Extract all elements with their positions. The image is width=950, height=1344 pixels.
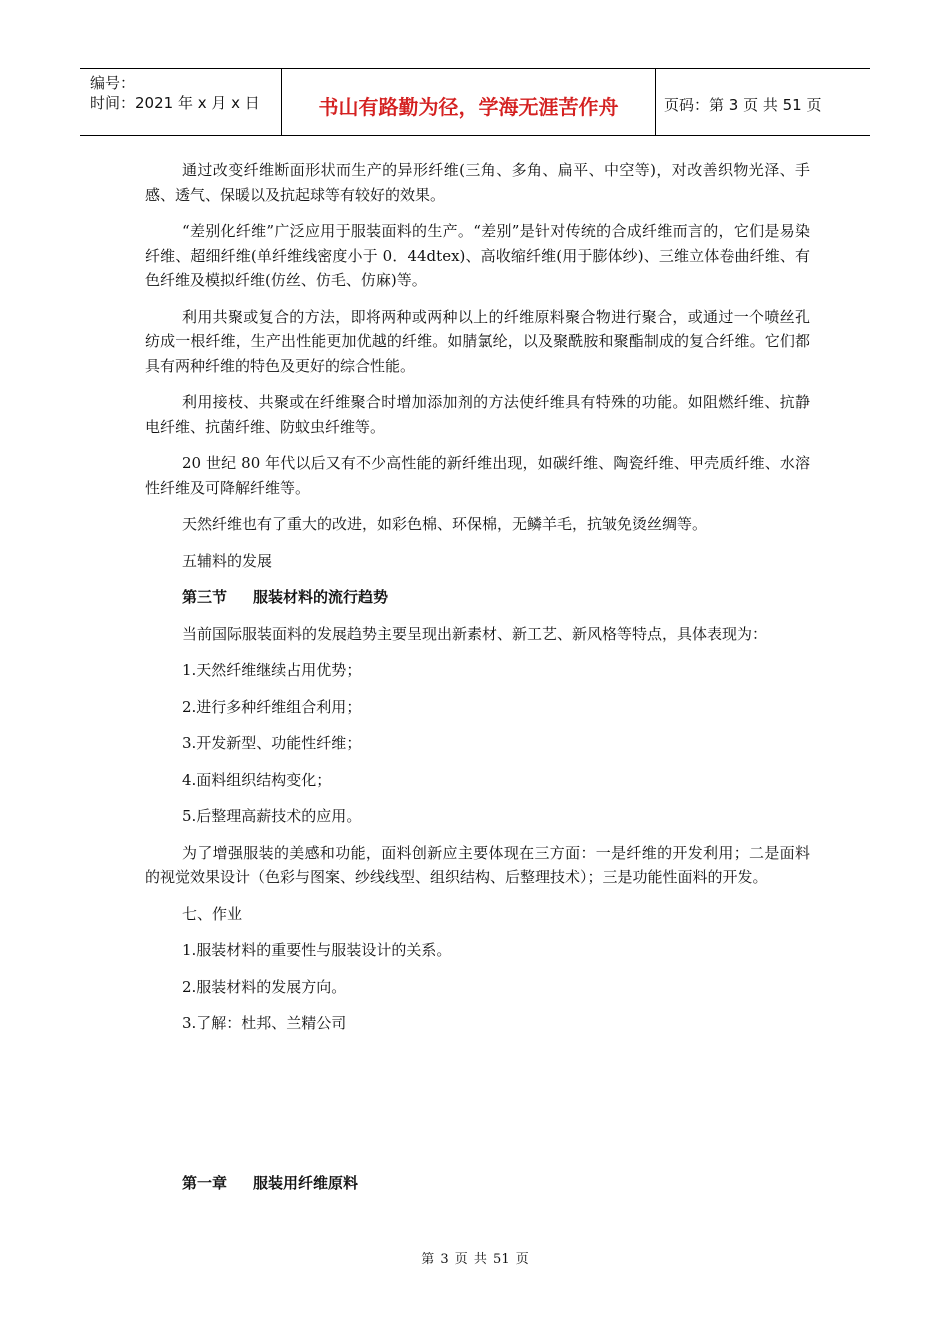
page-header bbox=[80, 68, 870, 136]
paragraph: 利用共聚或复合的方法，即将两种或两种以上的纤维原料聚合物进行聚合，或通过一个喷丝孔纺成一根纤维，生产出性能更加优越的纤维。如腈氯纶，以及聚酰胺和聚酯制成的复合纤维。它们都具有两种纤维的特色及更好的综合性能。 bbox=[145, 307, 810, 375]
list-item: 2.服装材料的发展方向。 bbox=[182, 977, 347, 996]
header-time: 时间：2021 年 x 月 x 日 bbox=[90, 94, 260, 112]
chapter-heading bbox=[182, 1172, 358, 1193]
homework-title: 七、作业 bbox=[182, 904, 243, 923]
header-number: 编号： bbox=[90, 74, 136, 92]
header-page-number: 页码：第 3 页 共 51 页 bbox=[664, 95, 822, 114]
list-item: 2.进行多种纤维组合利用； bbox=[182, 697, 362, 716]
document-body bbox=[145, 158, 810, 1048]
subsection-label: 五辅料的发展 bbox=[182, 551, 273, 570]
paragraph: 通过改变纤维断面形状而生产的异形纤维(三角、多角、扁平、中空等)，对改善织物光泽、手感、透气、保暖以及抗起球等有较好的效果。 bbox=[145, 161, 810, 204]
header-meta bbox=[80, 69, 282, 135]
header-motto: 书山有路勤为径，学海无涯苦作舟 bbox=[282, 69, 656, 135]
page-footer: 第 3 页 共 51 页 bbox=[421, 1252, 529, 1267]
paragraph: 当前国际服装面料的发展趋势主要呈现出新素材、新工艺、新风格等特点，具体表现为： bbox=[182, 624, 768, 643]
list-item: 4.面料组织结构变化； bbox=[182, 770, 332, 789]
list-item: 5.后整理高薪技术的应用。 bbox=[182, 807, 362, 825]
section-title: 服装材料的流行趋势 bbox=[253, 588, 389, 606]
paragraph: “差别化纤维”广泛应用于服装面料的生产。“差别”是针对传统的合成纤维而言的，它们是易染纤维、超细纤维(单纤维线密度小于 0．44dtex)、高收缩纤维(用于膨体纱)、三维立体卷曲纤维、有色纤维及模拟纤维(仿丝、仿毛、仿麻)等。 bbox=[145, 222, 810, 289]
paragraph: 20 世纪 80 年代以后又有不少高性能的新纤维出现，如碳纤维、陶瓷纤维、甲壳质纤维、水溶性纤维及可降解纤维等。 bbox=[145, 454, 810, 497]
list-item: 1.服装材料的重要性与服装设计的关系。 bbox=[182, 941, 452, 959]
paragraph: 利用接枝、共聚或在纤维聚合时增加添加剂的方法使纤维具有特殊的功能。如阻燃纤维、抗静电纤维、抗菌纤维、防蚊虫纤维等。 bbox=[145, 393, 810, 436]
list-item: 3.了解：杜邦、兰精公司 bbox=[182, 1014, 347, 1032]
list-item: 3.开发新型、功能性纤维； bbox=[182, 734, 362, 752]
chapter-title: 服装用纤维原料 bbox=[253, 1174, 359, 1192]
paragraph: 天然纤维也有了重大的改进，如彩色棉、环保棉，无鳞羊毛，抗皱免烫丝绸等。 bbox=[182, 515, 708, 533]
section-number: 第三节 bbox=[182, 588, 228, 606]
paragraph: 为了增强服装的美感和功能，面料创新应主要体现在三方面：一是纤维的开发利用；二是面料的视觉效果设计（色彩与图案、纱线线型、组织结构、后整理技术）；三是功能性面料的开发。 bbox=[145, 843, 810, 886]
list-item: 1.天然纤维继续占用优势； bbox=[182, 661, 362, 679]
section-heading bbox=[145, 585, 810, 610]
chapter-number: 第一章 bbox=[182, 1174, 228, 1192]
